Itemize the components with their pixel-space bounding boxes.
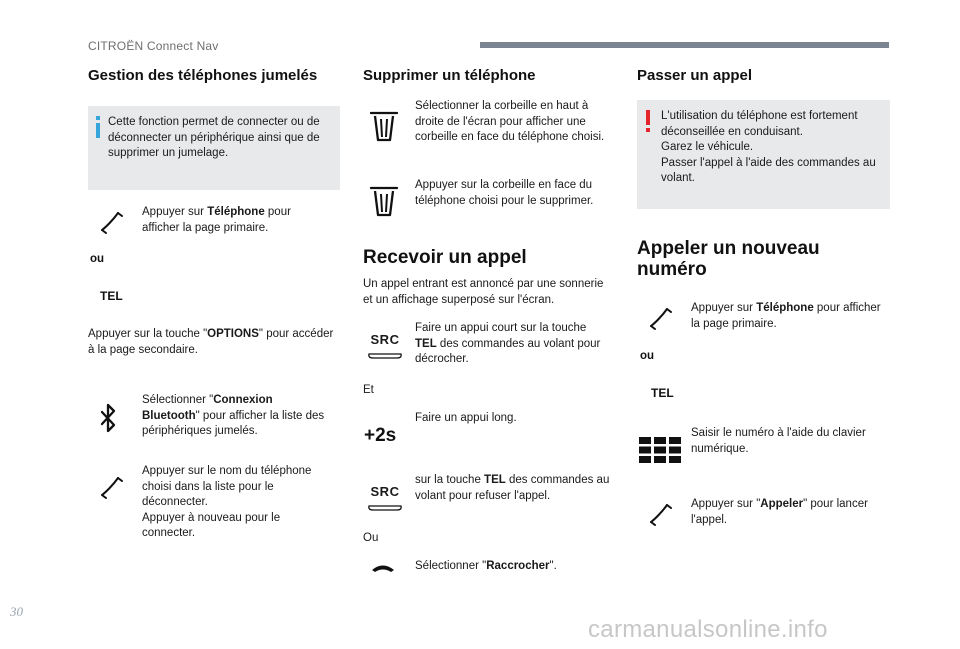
receive-step-2: Faire un appui long.	[415, 412, 517, 424]
section-title-delete-phone: Supprimer un téléphone	[363, 67, 536, 84]
step-text: sur la touche	[415, 474, 485, 486]
warning-line: Garez le véhicule.	[661, 141, 754, 153]
info-note-text: Cette fonction permet de connecter ou de déconnecter un périphérique ainsi que de supprimer un jumelage.	[108, 116, 320, 159]
receive-step-4	[415, 559, 610, 575]
warning-icon	[644, 110, 652, 132]
step-bold: TEL	[415, 337, 437, 350]
call-step-telephone	[691, 301, 881, 332]
step-text: Appuyer sur	[142, 206, 208, 218]
delete-step-1: Sélectionner la corbeille en haut à droite de l'écran pour afficher une corbeille en face du téléphone choisi.	[415, 100, 605, 143]
long-press-icon: +2s	[364, 425, 397, 446]
info-icon	[94, 116, 102, 138]
warning-note	[637, 100, 890, 209]
step-disconnect	[142, 464, 327, 542]
and-label: Et	[363, 384, 374, 396]
bluetooth-icon	[99, 403, 117, 433]
step-text: des commandes au volant pour décrocher.	[415, 337, 601, 365]
para-text: " pour accéder à la page secondaire.	[88, 328, 334, 356]
section-title-receive-call: Recevoir un appel	[363, 247, 527, 268]
hang-up-icon	[370, 562, 396, 574]
step-text: pour afficher la page primaire.	[691, 302, 881, 330]
phone-icon	[648, 305, 674, 331]
header-title: CITROËN Connect Nav	[88, 39, 219, 53]
step-text: ".	[549, 560, 557, 572]
step-text: pour afficher la page primaire.	[142, 206, 291, 234]
step-text: Appuyer à nouveau pour le connecter.	[142, 511, 281, 539]
warning-line: Passer l'appel à l'aide des commandes au volant.	[661, 156, 876, 184]
steering-button-shape	[367, 504, 403, 512]
tel-key-label: TEL	[651, 386, 674, 400]
page-number: 30	[10, 604, 23, 619]
section-title-new-number: Appeler un nouveau numéro	[637, 238, 820, 280]
phone-icon	[99, 474, 125, 500]
step-text: Sélectionner "	[415, 560, 487, 572]
para-text: Appuyer sur la touche "	[88, 328, 208, 340]
watermark: carmanualsonline.info	[588, 616, 828, 643]
keypad-icon	[639, 437, 681, 463]
trash-icon	[369, 110, 399, 142]
step-text: Appuyer sur "	[691, 498, 761, 510]
step-bold: Raccrocher	[486, 560, 550, 572]
step-press-telephone	[142, 205, 317, 236]
step-text: Sélectionner "	[142, 394, 214, 406]
trash-icon	[369, 185, 399, 217]
warning-text	[661, 109, 883, 187]
call-step-keypad: Saisir le numéro à l'aide du clavier numérique.	[691, 427, 866, 455]
step-bold: Téléphone	[207, 206, 265, 218]
src-button-icon	[367, 484, 403, 517]
header-bar	[480, 42, 889, 48]
call-step-appeler	[691, 497, 886, 528]
receive-intro: Un appel entrant est annoncé par une sonnerie et un affichage superposé sur l'écran.	[363, 278, 604, 306]
tel-key-label: TEL	[100, 289, 123, 303]
or-label: ou	[640, 350, 655, 362]
steering-button-shape	[367, 352, 403, 360]
or-label: ou	[90, 253, 105, 265]
step-text: " pour lancer l'appel.	[691, 498, 868, 526]
src-label: SRC	[370, 332, 400, 347]
info-note	[88, 106, 340, 190]
para-bold: OPTIONS	[207, 328, 259, 340]
delete-step-2: Appuyer sur la corbeille en face du téléphone choisi pour le supprimer.	[415, 179, 594, 207]
src-button-icon	[367, 332, 403, 365]
step-text: des commandes au volant pour refuser l'appel.	[415, 474, 610, 502]
src-label: SRC	[370, 484, 400, 499]
step-text: Appuyer sur le nom du téléphone choisi dans la liste pour le déconnecter.	[142, 465, 312, 508]
step-select-bluetooth	[142, 393, 332, 440]
step-bold: Connexion Bluetooth	[142, 394, 273, 422]
warning-line: L'utilisation du téléphone est fortement déconseillée en conduisant.	[661, 110, 858, 138]
step-bold: Appeler	[760, 498, 804, 510]
options-paragraph	[88, 327, 338, 358]
step-text: Appuyer sur	[691, 302, 757, 314]
section-title-paired-phones: Gestion des téléphones jumelés	[88, 67, 318, 84]
receive-step-1	[415, 321, 610, 368]
phone-icon	[648, 501, 674, 527]
step-text: " pour afficher la liste des périphériques jumelés.	[142, 409, 325, 437]
step-text: Faire un appui court sur la touche	[415, 322, 587, 334]
or-label: Ou	[363, 532, 379, 544]
section-title-make-call: Passer un appel	[637, 67, 753, 84]
step-bold: Téléphone	[756, 302, 814, 314]
step-bold: TEL	[484, 474, 506, 486]
phone-icon	[99, 209, 125, 235]
receive-step-3	[415, 473, 610, 504]
